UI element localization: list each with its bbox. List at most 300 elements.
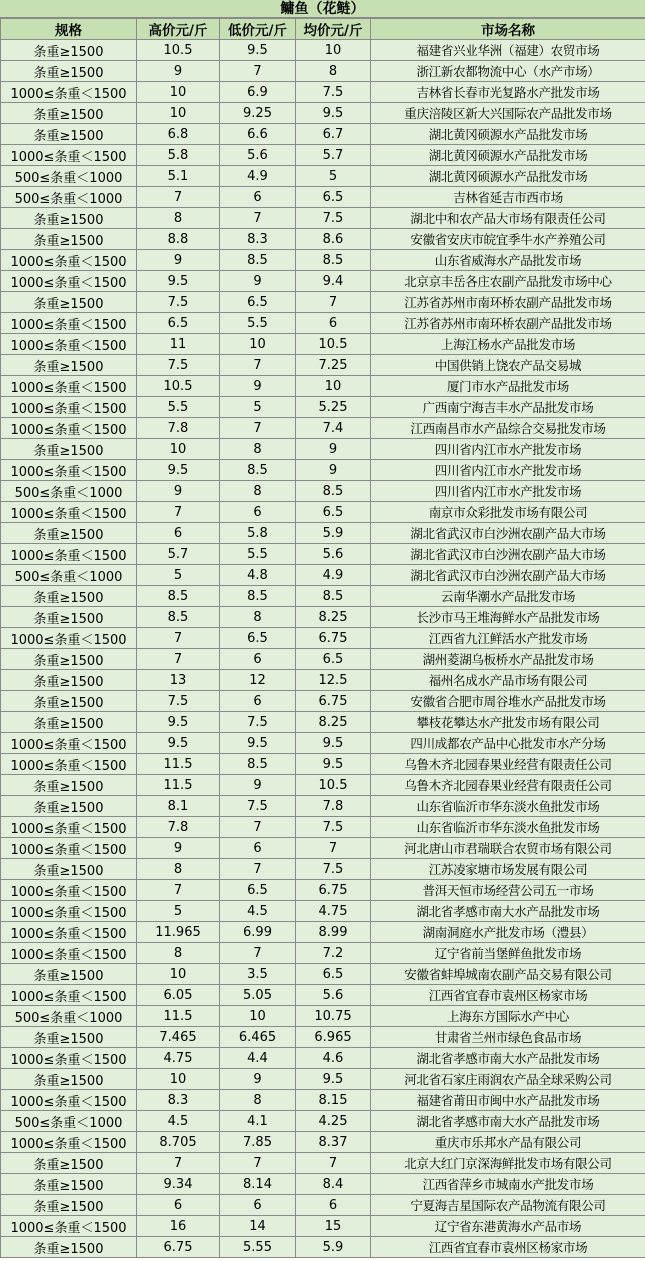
cell-low-price: 6 [220, 691, 296, 712]
cell-market-name: 江苏省苏州市南环桥农副产品批发市场 [371, 313, 645, 334]
cell-high-price: 9 [137, 838, 220, 859]
header-high-price: 高价元/斤 [137, 19, 220, 40]
table-row [1, 901, 645, 922]
cell-avg-price: 5.6 [296, 985, 371, 1006]
cell-market-name: 江西省宜春市袁州区杨家市场 [371, 985, 645, 1006]
cell-spec: 1000≤条重＜1500 [1, 1216, 137, 1237]
cell-low-price: 5.8 [220, 523, 296, 544]
cell-market-name: 四川省内江市水产批发市场 [371, 481, 645, 502]
cell-market-name: 湖北省武汉市白沙洲农副产品大市场 [371, 544, 645, 565]
cell-market-name: 甘肃省兰州市绿色食品市场 [371, 1027, 645, 1048]
cell-low-price: 6.6 [220, 124, 296, 145]
cell-high-price: 11.965 [137, 922, 220, 943]
cell-spec: 条重≥1500 [1, 796, 137, 817]
cell-spec: 1000≤条重＜1500 [1, 985, 137, 1006]
cell-market-name: 重庆市乐邦水产品有限公司 [371, 1132, 645, 1153]
table-row [1, 187, 645, 208]
cell-low-price: 4.9 [220, 166, 296, 187]
cell-avg-price: 6.5 [296, 964, 371, 985]
cell-avg-price: 8.4 [296, 1174, 371, 1195]
cell-market-name: 湖北黄冈硕源水产品批发市场 [371, 166, 645, 187]
cell-spec: 条重≥1500 [1, 103, 137, 124]
table-row [1, 649, 645, 670]
cell-low-price: 7 [220, 355, 296, 376]
cell-spec: 1000≤条重＜1500 [1, 502, 137, 523]
cell-market-name: 上海江杨水产品批发市场 [371, 334, 645, 355]
cell-high-price: 11.5 [137, 1006, 220, 1027]
table-row [1, 691, 645, 712]
cell-avg-price: 8.15 [296, 1090, 371, 1111]
table-row [1, 376, 645, 397]
table-row [1, 796, 645, 817]
table-row [1, 775, 645, 796]
cell-market-name: 四川省内江市水产批发市场 [371, 439, 645, 460]
cell-high-price: 6.75 [137, 1237, 220, 1258]
cell-avg-price: 4.75 [296, 901, 371, 922]
cell-avg-price: 9.5 [296, 1069, 371, 1090]
cell-spec: 条重≥1500 [1, 1174, 137, 1195]
cell-avg-price: 8.5 [296, 586, 371, 607]
cell-spec: 条重≥1500 [1, 523, 137, 544]
cell-low-price: 6.5 [220, 880, 296, 901]
cell-high-price: 5 [137, 565, 220, 586]
cell-avg-price: 9.4 [296, 271, 371, 292]
cell-low-price: 9 [220, 376, 296, 397]
cell-spec: 条重≥1500 [1, 229, 137, 250]
cell-avg-price: 5.6 [296, 544, 371, 565]
cell-market-name: 中国供销上饶农产品交易城 [371, 355, 645, 376]
header-spec: 规格 [1, 19, 137, 40]
cell-high-price: 7.5 [137, 292, 220, 313]
cell-avg-price: 9.5 [296, 754, 371, 775]
cell-market-name: 普洱天恒市场经营公司五一市场 [371, 880, 645, 901]
cell-high-price: 6 [137, 523, 220, 544]
cell-market-name: 河北唐山市君瑞联合农贸市场有限公司 [371, 838, 645, 859]
cell-spec: 1000≤条重＜1500 [1, 418, 137, 439]
cell-high-price: 7.8 [137, 817, 220, 838]
cell-low-price: 9 [220, 1069, 296, 1090]
cell-avg-price: 12.5 [296, 670, 371, 691]
cell-low-price: 14 [220, 1216, 296, 1237]
cell-spec: 1000≤条重＜1500 [1, 271, 137, 292]
cell-spec: 1000≤条重＜1500 [1, 82, 137, 103]
table-row [1, 481, 645, 502]
table-row [1, 586, 645, 607]
cell-market-name: 四川省内江市水产批发市场 [371, 460, 645, 481]
cell-spec: 1000≤条重＜1500 [1, 376, 137, 397]
cell-market-name: 福建省兴业华洲（福建）农贸市场 [371, 40, 645, 61]
cell-low-price: 6.99 [220, 922, 296, 943]
cell-market-name: 湖北黄冈硕源水产品批发市场 [371, 145, 645, 166]
cell-market-name: 四川成都农产品中心批发市水产分场 [371, 733, 645, 754]
cell-high-price: 9.34 [137, 1174, 220, 1195]
table-row [1, 271, 645, 292]
cell-avg-price: 9.5 [296, 733, 371, 754]
table-row [1, 607, 645, 628]
cell-avg-price: 4.25 [296, 1111, 371, 1132]
cell-avg-price: 8 [296, 61, 371, 82]
cell-low-price: 7 [220, 1153, 296, 1174]
cell-market-name: 云南华潮水产品批发市场 [371, 586, 645, 607]
cell-low-price: 8.5 [220, 586, 296, 607]
cell-avg-price: 6.75 [296, 691, 371, 712]
cell-avg-price: 7.5 [296, 859, 371, 880]
cell-spec: 条重≥1500 [1, 775, 137, 796]
cell-low-price: 8.14 [220, 1174, 296, 1195]
cell-market-name: 江西省萍乡市城南水产批发市场 [371, 1174, 645, 1195]
cell-avg-price: 6.75 [296, 880, 371, 901]
cell-market-name: 长沙市马王堆海鲜水产品批发市场 [371, 607, 645, 628]
table-row [1, 712, 645, 733]
cell-market-name: 安徽省安庆市皖宜季牛水产养殖公司 [371, 229, 645, 250]
cell-avg-price: 5.9 [296, 1237, 371, 1258]
cell-market-name: 北京大红门京深海鲜批发市场有限公司 [371, 1153, 645, 1174]
cell-market-name: 江西南昌市水产品综合交易批发市场 [371, 418, 645, 439]
cell-low-price: 8 [220, 439, 296, 460]
cell-high-price: 5.5 [137, 397, 220, 418]
cell-spec: 条重≥1500 [1, 670, 137, 691]
table-row [1, 103, 645, 124]
cell-high-price: 4.5 [137, 1111, 220, 1132]
cell-high-price: 7.465 [137, 1027, 220, 1048]
cell-high-price: 9 [137, 250, 220, 271]
table-row [1, 208, 645, 229]
cell-avg-price: 6 [296, 313, 371, 334]
cell-avg-price: 5.7 [296, 145, 371, 166]
cell-high-price: 9 [137, 61, 220, 82]
cell-market-name: 江苏省苏州市南环桥农副产品批发市场 [371, 292, 645, 313]
header-avg-price: 均价元/斤 [296, 19, 371, 40]
cell-spec: 条重≥1500 [1, 439, 137, 460]
cell-low-price: 5.5 [220, 313, 296, 334]
cell-market-name: 重庆涪陵区新大兴国际农产品批发市场 [371, 103, 645, 124]
cell-market-name: 河北省石家庄雨润农产品全球采购公司 [371, 1069, 645, 1090]
cell-low-price: 7 [220, 817, 296, 838]
cell-low-price: 6 [220, 187, 296, 208]
cell-high-price: 7 [137, 187, 220, 208]
cell-spec: 条重≥1500 [1, 859, 137, 880]
cell-avg-price: 9 [296, 439, 371, 460]
table-row [1, 1153, 645, 1174]
cell-avg-price: 9.5 [296, 103, 371, 124]
table-row [1, 1048, 645, 1069]
cell-high-price: 7.8 [137, 418, 220, 439]
table-row [1, 460, 645, 481]
cell-low-price: 8.5 [220, 460, 296, 481]
table-row [1, 40, 645, 61]
cell-high-price: 6.5 [137, 313, 220, 334]
cell-spec: 1000≤条重＜1500 [1, 901, 137, 922]
cell-market-name: 安徽省合肥市周谷堆水产品批发市场 [371, 691, 645, 712]
cell-market-name: 江西省宜春市袁州区杨家市场 [371, 1237, 645, 1258]
cell-avg-price: 10.5 [296, 775, 371, 796]
cell-market-name: 福建省莆田市闽中水产品批发市场 [371, 1090, 645, 1111]
cell-low-price: 8 [220, 1090, 296, 1111]
cell-avg-price: 8.5 [296, 250, 371, 271]
cell-low-price: 9 [220, 775, 296, 796]
table-row [1, 1006, 645, 1027]
table-row [1, 145, 645, 166]
cell-market-name: 山东省威海水产品批发市场 [371, 250, 645, 271]
cell-spec: 1000≤条重＜1500 [1, 460, 137, 481]
cell-market-name: 宁夏海吉星国际农产品物流有限公司 [371, 1195, 645, 1216]
cell-avg-price: 10 [296, 40, 371, 61]
cell-low-price: 7 [220, 943, 296, 964]
table-row [1, 418, 645, 439]
cell-market-name: 乌鲁木齐北园春果业经营有限责任公司 [371, 754, 645, 775]
cell-avg-price: 7 [296, 1153, 371, 1174]
cell-low-price: 8.5 [220, 754, 296, 775]
cell-low-price: 5 [220, 397, 296, 418]
cell-market-name: 湖北省孝感市南大水产品批发市场 [371, 1048, 645, 1069]
cell-low-price: 7.5 [220, 796, 296, 817]
cell-low-price: 6 [220, 649, 296, 670]
cell-market-name: 湖北省武汉市白沙洲农副产品大市场 [371, 565, 645, 586]
cell-high-price: 11.5 [137, 775, 220, 796]
table-row [1, 502, 645, 523]
cell-avg-price: 9 [296, 460, 371, 481]
cell-high-price: 10 [137, 439, 220, 460]
cell-spec: 1000≤条重＜1500 [1, 943, 137, 964]
cell-high-price: 6.05 [137, 985, 220, 1006]
table-row [1, 565, 645, 586]
header-low-price: 低价元/斤 [220, 19, 296, 40]
cell-low-price: 5.05 [220, 985, 296, 1006]
cell-avg-price: 7.8 [296, 796, 371, 817]
cell-low-price: 4.5 [220, 901, 296, 922]
cell-spec: 500≤条重＜1000 [1, 565, 137, 586]
cell-high-price: 8.5 [137, 586, 220, 607]
cell-high-price: 4.75 [137, 1048, 220, 1069]
cell-avg-price: 6.5 [296, 502, 371, 523]
cell-high-price: 7 [137, 649, 220, 670]
cell-market-name: 乌鲁木齐北园春果业经营有限责任公司 [371, 775, 645, 796]
cell-spec: 500≤条重＜1000 [1, 1006, 137, 1027]
table-row [1, 82, 645, 103]
cell-high-price: 8.8 [137, 229, 220, 250]
cell-high-price: 8.5 [137, 607, 220, 628]
cell-market-name: 湖州菱湖乌板桥水产品批发市场 [371, 649, 645, 670]
cell-high-price: 10 [137, 964, 220, 985]
cell-high-price: 9.5 [137, 712, 220, 733]
cell-avg-price: 7.5 [296, 82, 371, 103]
cell-market-name: 辽宁省前当堡鲜鱼批发市场 [371, 943, 645, 964]
cell-market-name: 江西省九江鲜活水产批发市场 [371, 628, 645, 649]
cell-market-name: 福州名成水产品市场有限公司 [371, 670, 645, 691]
cell-avg-price: 7.25 [296, 355, 371, 376]
cell-high-price: 8 [137, 859, 220, 880]
cell-market-name: 吉林省延吉市西市场 [371, 187, 645, 208]
cell-high-price: 10.5 [137, 40, 220, 61]
cell-avg-price: 6.75 [296, 628, 371, 649]
cell-market-name: 山东省临沂市华东淡水鱼批发市场 [371, 817, 645, 838]
cell-spec: 条重≥1500 [1, 649, 137, 670]
cell-spec: 1000≤条重＜1500 [1, 838, 137, 859]
cell-spec: 1000≤条重＜1500 [1, 1048, 137, 1069]
table-row [1, 733, 645, 754]
cell-spec: 条重≥1500 [1, 355, 137, 376]
cell-market-name: 湖北黄冈硕源水产品批发市场 [371, 124, 645, 145]
cell-spec: 1000≤条重＜1500 [1, 250, 137, 271]
cell-spec: 1000≤条重＜1500 [1, 334, 137, 355]
table-row [1, 166, 645, 187]
table-body [1, 40, 645, 1258]
cell-low-price: 7.85 [220, 1132, 296, 1153]
cell-avg-price: 7.5 [296, 817, 371, 838]
table-row [1, 1132, 645, 1153]
cell-low-price: 8 [220, 481, 296, 502]
cell-market-name: 上海东方国际水产中心 [371, 1006, 645, 1027]
cell-low-price: 7 [220, 418, 296, 439]
cell-low-price: 7 [220, 61, 296, 82]
cell-high-price: 6.8 [137, 124, 220, 145]
table-row [1, 628, 645, 649]
cell-high-price: 8 [137, 208, 220, 229]
cell-high-price: 7 [137, 880, 220, 901]
table-row [1, 523, 645, 544]
cell-market-name: 江苏凌家塘市场发展有限公司 [371, 859, 645, 880]
table-row [1, 922, 645, 943]
cell-market-name: 浙江新农都物流中心（水产市场） [371, 61, 645, 82]
cell-market-name: 湖北省孝感市南大水产品批发市场 [371, 1111, 645, 1132]
table-row [1, 964, 645, 985]
cell-market-name: 北京京丰岳各庄农副产品批发市场中心 [371, 271, 645, 292]
table-row [1, 124, 645, 145]
table-row [1, 1090, 645, 1111]
cell-low-price: 6 [220, 502, 296, 523]
cell-high-price: 5.7 [137, 544, 220, 565]
cell-avg-price: 10.75 [296, 1006, 371, 1027]
cell-avg-price: 7.2 [296, 943, 371, 964]
cell-spec: 1000≤条重＜1500 [1, 817, 137, 838]
cell-spec: 条重≥1500 [1, 586, 137, 607]
cell-spec: 条重≥1500 [1, 124, 137, 145]
cell-avg-price: 10.5 [296, 334, 371, 355]
table-row [1, 61, 645, 82]
cell-low-price: 10 [220, 334, 296, 355]
cell-high-price: 10 [137, 1069, 220, 1090]
table-row [1, 859, 645, 880]
table-row [1, 943, 645, 964]
cell-high-price: 9.5 [137, 460, 220, 481]
table-row [1, 1237, 645, 1258]
cell-low-price: 12 [220, 670, 296, 691]
cell-high-price: 9.5 [137, 271, 220, 292]
cell-low-price: 6.5 [220, 292, 296, 313]
cell-avg-price: 15 [296, 1216, 371, 1237]
table-row [1, 439, 645, 460]
cell-market-name: 安徽省蚌埠城南农副产品交易有限公司 [371, 964, 645, 985]
cell-avg-price: 7 [296, 292, 371, 313]
cell-avg-price: 5.9 [296, 523, 371, 544]
cell-spec: 条重≥1500 [1, 1195, 137, 1216]
cell-low-price: 9.5 [220, 40, 296, 61]
cell-spec: 1000≤条重＜1500 [1, 628, 137, 649]
cell-spec: 1000≤条重＜1500 [1, 544, 137, 565]
cell-high-price: 13 [137, 670, 220, 691]
cell-low-price: 5.5 [220, 544, 296, 565]
cell-low-price: 6 [220, 838, 296, 859]
cell-avg-price: 10 [296, 376, 371, 397]
cell-market-name: 广西南宁海吉丰水产品批发市场 [371, 397, 645, 418]
table-row [1, 397, 645, 418]
cell-low-price: 6.465 [220, 1027, 296, 1048]
table-title: 鳙鱼（花鲢） [0, 0, 645, 18]
cell-high-price: 9 [137, 481, 220, 502]
cell-spec: 条重≥1500 [1, 208, 137, 229]
cell-low-price: 9.25 [220, 103, 296, 124]
cell-low-price: 7 [220, 859, 296, 880]
table-row [1, 1174, 645, 1195]
cell-high-price: 10 [137, 82, 220, 103]
cell-spec: 1000≤条重＜1500 [1, 313, 137, 334]
cell-high-price: 5.1 [137, 166, 220, 187]
table-row [1, 313, 645, 334]
cell-high-price: 10 [137, 103, 220, 124]
table-row [1, 334, 645, 355]
table-row [1, 355, 645, 376]
cell-high-price: 8.1 [137, 796, 220, 817]
cell-avg-price: 7.4 [296, 418, 371, 439]
cell-spec: 500≤条重＜1000 [1, 481, 137, 502]
cell-spec: 条重≥1500 [1, 40, 137, 61]
cell-spec: 条重≥1500 [1, 1027, 137, 1048]
cell-high-price: 6 [137, 1195, 220, 1216]
cell-avg-price: 8.25 [296, 712, 371, 733]
table-row [1, 229, 645, 250]
cell-high-price: 7 [137, 502, 220, 523]
cell-spec: 条重≥1500 [1, 1237, 137, 1258]
cell-spec: 1000≤条重＜1500 [1, 397, 137, 418]
cell-spec: 1000≤条重＜1500 [1, 922, 137, 943]
table-row [1, 985, 645, 1006]
table-row [1, 1069, 645, 1090]
cell-high-price: 7 [137, 1153, 220, 1174]
cell-market-name: 南京市众彩批发市场有限公司 [371, 502, 645, 523]
cell-avg-price: 6.5 [296, 649, 371, 670]
cell-market-name: 吉林省长春市光复路水产批发市场 [371, 82, 645, 103]
table-row [1, 1195, 645, 1216]
cell-avg-price: 8.6 [296, 229, 371, 250]
cell-low-price: 7 [220, 208, 296, 229]
cell-spec: 500≤条重＜1000 [1, 1111, 137, 1132]
header-row [1, 19, 645, 40]
cell-low-price: 10 [220, 1006, 296, 1027]
cell-avg-price: 8.25 [296, 607, 371, 628]
table-row [1, 880, 645, 901]
cell-avg-price: 6.5 [296, 187, 371, 208]
cell-spec: 条重≥1500 [1, 964, 137, 985]
cell-low-price: 8.5 [220, 250, 296, 271]
cell-spec: 1000≤条重＜1500 [1, 1090, 137, 1111]
cell-spec: 条重≥1500 [1, 1153, 137, 1174]
cell-low-price: 9.5 [220, 733, 296, 754]
cell-spec: 条重≥1500 [1, 712, 137, 733]
cell-market-name: 湖北省孝感市南大水产品批发市场 [371, 901, 645, 922]
cell-avg-price: 8.99 [296, 922, 371, 943]
cell-high-price: 11 [137, 334, 220, 355]
cell-spec: 条重≥1500 [1, 607, 137, 628]
cell-market-name: 辽宁省东港黄海水产品市场 [371, 1216, 645, 1237]
cell-high-price: 10.5 [137, 376, 220, 397]
cell-high-price: 8.705 [137, 1132, 220, 1153]
table-row [1, 250, 645, 271]
cell-high-price: 8 [137, 943, 220, 964]
cell-high-price: 7.5 [137, 355, 220, 376]
cell-spec: 500≤条重＜1000 [1, 166, 137, 187]
cell-high-price: 5.8 [137, 145, 220, 166]
cell-market-name: 湖北中和农产品大市场有限责任公司 [371, 208, 645, 229]
